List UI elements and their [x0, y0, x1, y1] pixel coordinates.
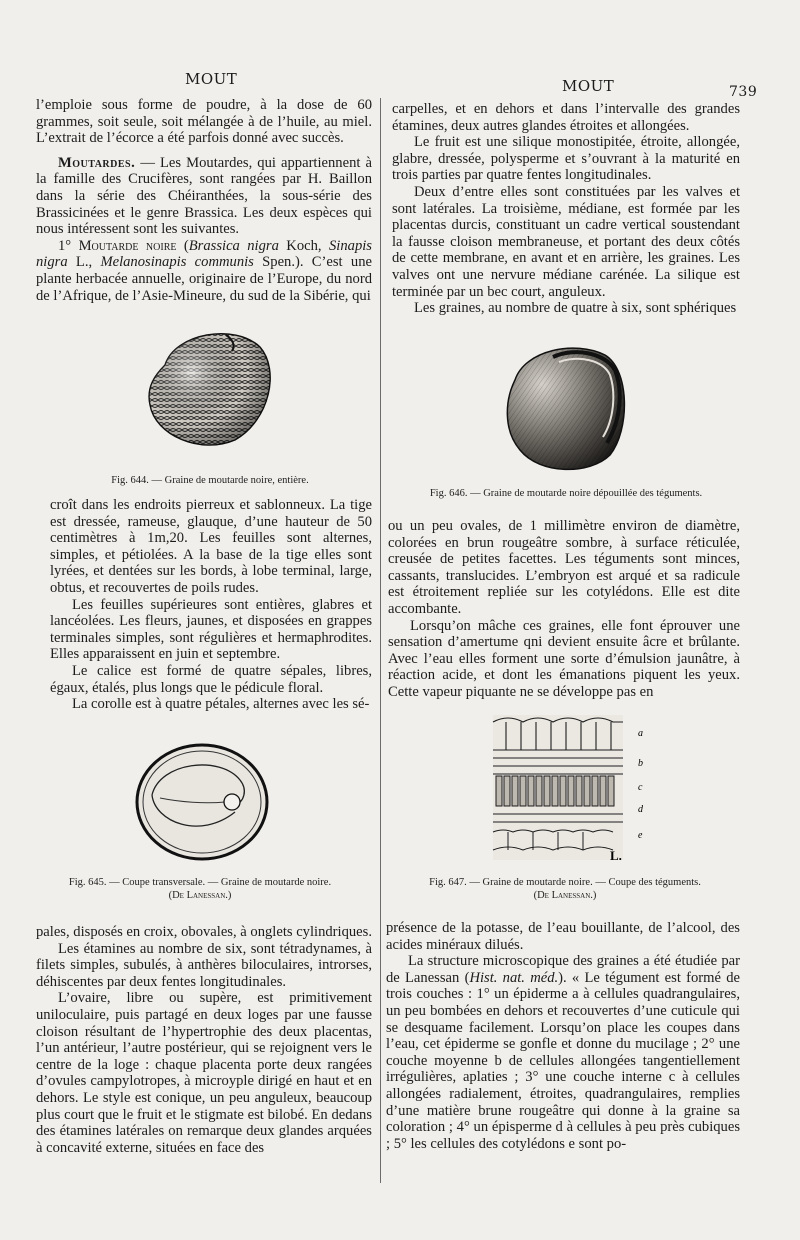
caption-credit: (De Lanessan.): [533, 890, 597, 901]
list-number: 1°: [58, 237, 79, 254]
paragraph: Les étamines au nombre de six, sont tétradynames, à filets simples, subulés, à anthères biloculaires, introrses, déhiscentes par deux fentes longitudinales.: [36, 940, 372, 990]
layer-label-d: d: [638, 804, 643, 815]
text-fragment: L.,: [67, 254, 101, 271]
text-fragment: Spen.). C’est une plante herbacée annuelle, originaire de l’Europe, du nord de l’Afrique, de l’Asie-Mineure, du sud de la Sibérie, qui: [36, 254, 372, 304]
paragraph: pales, disposés en croix, obovales, à onglets cylindriques.: [36, 924, 372, 940]
paragraph-moutarde-noire: [36, 238, 372, 304]
left-column-middle: [50, 497, 372, 713]
figure-644-caption: Fig. 644. — Graine de moutarde noire, entière.: [111, 475, 309, 486]
paragraph: La corolle est à quatre pétales, alternes avec les sé-: [72, 696, 370, 713]
text-fragment: ). « Le tégument est formé de trois couches : 1° un épiderme a à cellules quadrangulaires, un peu bombées en dehors et recouvertes d’une cuticule qui se desquame facilement. Lorsqu’on place les coupes dans l’eau, cet épiderme se gonfle et donne du mucilage ; 2° une couche moyenne b de cellules allongées tangentiellement irrégulières, aplaties ; 3° une couche interne c à cellules allongées radialement, étroites, quadrangulaires, remplies d’une matière brune rougeâtre qui donne à la graine sa coloration ; 4° un épisperme d à cellules à peu près cubiques ; 5° les cellules des cotylédons e sont po-: [386, 969, 740, 1152]
latin-name: Melanosinapis communis: [100, 254, 254, 271]
paragraph: présence de la potasse, de l’eau bouillante, de l’alcool, des acides minéraux dilués.: [386, 920, 740, 953]
layer-label-b: b: [638, 758, 643, 769]
figure-644-seed-illustration: [140, 325, 280, 455]
paragraph: Lorsqu’on mâche ces graines, elle font éprouver une sensation d’amertume qni devient ensuite âcre et brûlante. Avec l’eau elles forment une sorte d’émulsion jaunâtre, à réaction acide, et dont les émanations piquent les yeux. Cette vapeur piquante ne se développe pas en: [388, 617, 740, 700]
text-fragment: (: [176, 237, 189, 254]
paragraph: Les graines, au nombre de quatre à six, sont sphériques: [414, 300, 737, 317]
layer-label-e: e: [638, 830, 643, 841]
right-column-bottom: [386, 920, 740, 1152]
paragraph: l’emploie sous forme de poudre, à la dose de 60 grammes, soit seule, soit mélangée à de l’huile, au miel. L’extrait de l’écorce a été parfois donné avec succès.: [36, 97, 372, 147]
paragraph: Les feuilles supérieures sont entières, glabres et lancéolées. Les fleurs, jaunes, et disposées en grappes terminales simples, sont régulières et hermaphrodites. Elles apparaissent en juin et septembre.: [50, 596, 372, 663]
running-head-left: MOUT: [185, 70, 238, 88]
figure-647-caption: [390, 876, 740, 902]
right-column-middle: [388, 518, 740, 701]
text-fragment: Koch,: [278, 237, 329, 254]
figure-647-tegument-section-illustration: [488, 710, 658, 865]
caption-credit: (De Lanessan.): [168, 890, 232, 901]
paragraph: Le fruit est une silique monostipitée, étroite, allongée, glabre, dressée, polysperme et s’ouvrant à la maturité en trois parties par quatre fentes longitudinales.: [392, 134, 740, 184]
caption-line: Fig. 645. — Coupe transversale. — Graine de moutarde noire.: [68, 877, 332, 888]
right-column-top: [392, 101, 740, 317]
page-number: 739: [729, 84, 758, 100]
paragraph-moutardes: [36, 155, 372, 238]
layer-label-c: c: [638, 782, 643, 793]
figure-646-caption: Fig. 646. — Graine de moutarde noire dépouillée des téguments.: [429, 488, 703, 499]
paragraph: ou un peu ovales, de 1 millimètre environ de diamètre, colorées en brun rougeâtre sombre, à surface réticulée, creusée de petites facettes. Les téguments sont minces, cassants, translucides. L’embryon est arqué et sa radicule est étroitement repliée sur les cotylédons. Elle est dite accombante.: [388, 518, 740, 617]
left-column-bottom: [36, 924, 372, 1156]
figure-645-caption: [30, 876, 370, 902]
citation-title: Hist. nat. méd.: [469, 969, 559, 986]
figure-646-seed-illustration: [495, 335, 640, 480]
column-divider: [380, 98, 381, 1183]
paragraph-text: — Les Moutardes, qui appartiennent à la famille des Crucifères, sont rangées par H. Baillon dans la série des Chéiranthées, la sous-série des Brassicinées et le genre Brassica. Les deux espèces qui nous intéressent sont les suivantes.: [36, 154, 372, 238]
paragraph: carpelles, et en dehors et dans l’intervalle des grandes étamines, deux autres glandes étroites et allongées.: [392, 101, 740, 134]
latin-name: Sinapis nigra: [36, 237, 372, 271]
species-name: Moutarde noire: [78, 237, 177, 254]
running-head-right: MOUT: [562, 77, 615, 95]
figure-645-cross-section-illustration: [130, 740, 280, 870]
paragraph-lanessan: [386, 953, 740, 1152]
text-fragment: La structure microscopique des graines a été étudiée par de Lanessan (: [386, 953, 740, 986]
paragraph: L’ovaire, libre ou supère, est primitivement uniloculaire, puis partagé en deux loges par une fausse cloison résultant de l’hypertrophie des deux placentas, l’un antérieur, l’autre postérieur, qui se rejoignent vers le centre de la loge : chaque placenta porte deux rangées d’ovules campylotropes, à microyple dirigé en haut et en dehors. Le style est conique, un peu anguleux, beaucoup plus court que le fruit et le stigmate est bilobé. En dedans des étamines latérales on remarque deux glandes arquées à concavité externe, situées en face des: [36, 990, 372, 1156]
engraver-mark: L.: [610, 848, 622, 863]
left-column-top: [36, 97, 372, 304]
paragraph: Le calice est formé de quatre sépales, libres, égaux, étalés, plus longs que le pédicule floral.: [50, 662, 372, 696]
paragraph: Deux d’entre elles sont constituées par les valves et sont latérales. La troisième, médiane, est formée par les placentas durcis, constituant un cadre vertical soustendant la fausse cloison membraneuse, et portant des deux côtés de cette membrane, en avant et en arrière, les graines. Les valves ont une nervure médiane carénée. La silique est terminée par un bec court, anguleux.: [392, 183, 740, 300]
layer-label-a: a: [638, 728, 643, 739]
caption-line: Fig. 647. — Graine de moutarde noire. — Coupe des téguments.: [429, 877, 701, 888]
paragraph: croît dans les endroits pierreux et sablonneux. La tige est dressée, rameuse, glauque, d’une hauteur de 50 centimètres à 1m,20. Les feuilles sont alternes, simples, et pétiolées. A la base de la tige elles sont lyrées, et dentées sur les bords, à lobe terminal, large, obtus, et recouvertes de poils rudes.: [50, 497, 372, 596]
section-heading: Moutardes.: [58, 154, 136, 171]
latin-name: Brassica nigra: [188, 237, 279, 254]
